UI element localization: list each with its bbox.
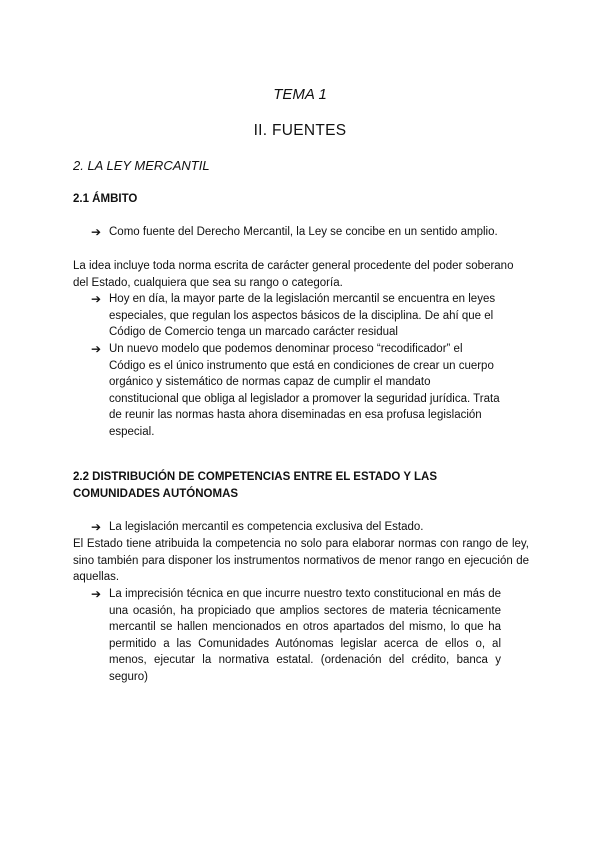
bullet-text: Como fuente del Derecho Mercantil, la Ley se concibe en un sentido amplio. — [109, 226, 498, 238]
fuentes-title: II. FUENTES — [253, 122, 347, 139]
bullet-text: Hoy en día, la mayor parte de la legislación mercantil se encuentra en leyes especiales, que regulan los aspectos básicos de la disciplina. De ahí que el Código de Comercio tenga un marcado carácter residual — [109, 293, 496, 338]
bullet-item — [91, 341, 501, 440]
arrow-right-icon: ➔ — [91, 520, 102, 534]
bullet-text: Un nuevo modelo que podemos denominar proceso “recodificador” el Código es el único instrumento que está en condiciones de crear un cuerpo orgánico y sistemático de normas capaz de cumplir el mandato constitucional que obliga al legislador a promover la seguridad jurídica. Trata de reunir las normas hasta ahora diseminadas en esa profusa legislación especial. — [109, 343, 500, 438]
section-heading-ambito: 2.1 ÁMBITO — [73, 193, 138, 205]
bullet-text: La legislación mercantil es competencia exclusiva del Estado. — [109, 521, 424, 533]
arrow-right-icon: ➔ — [91, 292, 102, 306]
arrow-right-icon: ➔ — [91, 342, 102, 356]
bullet-text: La imprecisión técnica en que incurre nuestro texto constitucional en más de una ocasión, ha propiciado que amplios sectores de materia técnicamente mercantil se hallen mencionados en otros apartados del mismo, lo que ha permitido a las Comunidades Autónomas legislar acerca de ellos o, al menos, ejecutar la normativa estatal. (ordenación del crédito, banca y seguro) — [109, 588, 501, 683]
paragraph: El Estado tiene atribuida la competencia no solo para elaborar normas con rango de ley, sino también para disponer los instrumentos normativos de menor rango en ejecución de aquellas. — [73, 538, 529, 583]
tema-title: TEMA 1 — [273, 86, 327, 103]
paragraph: La idea incluye toda norma escrita de carácter general procedente del poder soberano del Estado, cualquiera que sea su rango o categoría. — [73, 260, 514, 289]
section-subtitle: 2. LA LEY MERCANTIL — [73, 158, 210, 173]
arrow-right-icon: ➔ — [91, 587, 102, 601]
bullet-item — [91, 519, 501, 536]
bullet-item — [91, 586, 501, 685]
bullet-item — [91, 291, 501, 341]
arrow-right-icon: ➔ — [91, 225, 102, 239]
section-heading-competencias: 2.2 DISTRIBUCIÓN DE COMPETENCIAS ENTRE EL ESTADO Y LAS COMUNIDADES AUTÓNOMAS — [73, 471, 438, 500]
bullet-item — [91, 224, 501, 241]
